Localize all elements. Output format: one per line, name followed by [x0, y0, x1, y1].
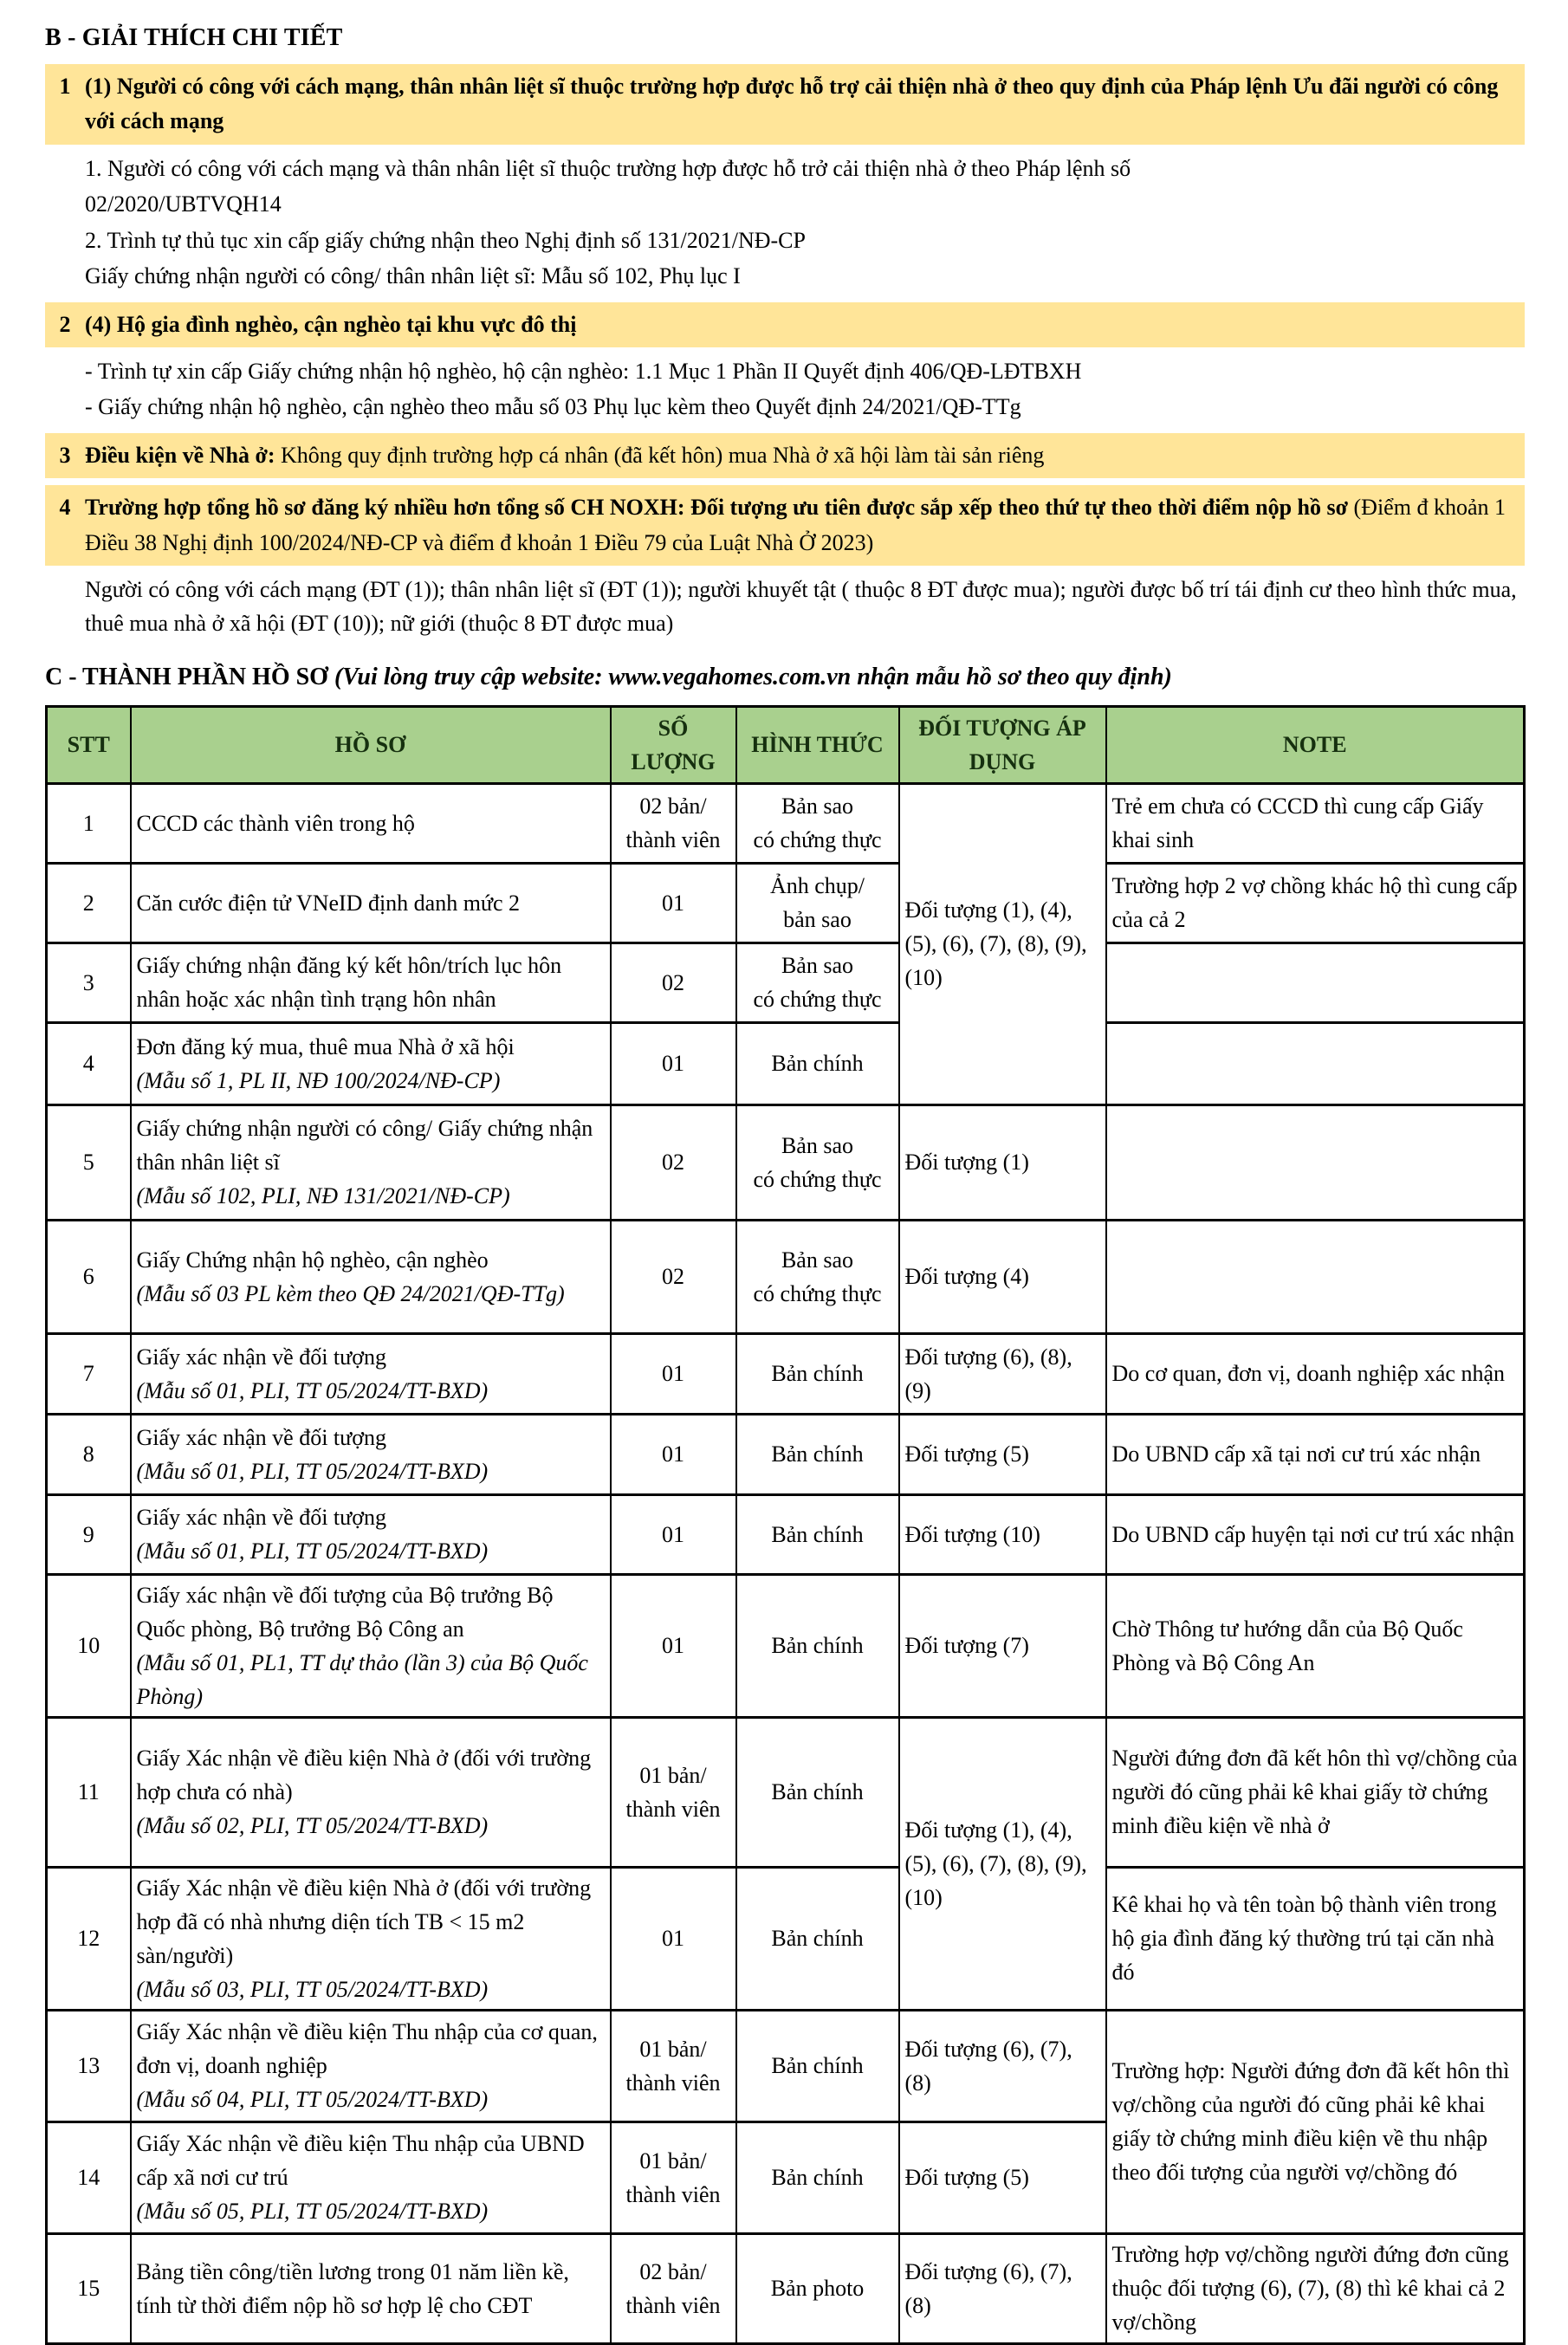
- cell-hinhthuc: Bản chính: [736, 1494, 899, 1574]
- cell-hoso: [131, 1574, 611, 1717]
- explain-detail-line: 2. Trình tự thủ tục xin cấp giấy chứng nhận theo Nghị định số 131/2021/NĐ-CP: [85, 227, 806, 253]
- cell-doituong: Đối tượng (1), (4), (5), (6), (7), (8), (9), (10): [899, 1717, 1106, 2010]
- doc-title: Đơn đăng ký mua, thuê mua Nhà ở xã hội: [136, 1033, 515, 1059]
- cell-stt: 9: [47, 1494, 131, 1574]
- cell-hinhthuc: Ảnh chụp/ bản sao: [736, 863, 899, 943]
- cell-stt: 15: [47, 2233, 131, 2343]
- cell-note: Trường hợp: Người đứng đơn đã kết hôn thì vợ/chồng của người đó cũng phải kê khai giấy tờ chứng minh điều kiện về thu nhập theo đối tượng của người vợ/chồng đó: [1106, 2010, 1525, 2233]
- cell-hoso: [131, 1220, 611, 1333]
- explain-row-text: Trường hợp tổng hồ sơ đăng ký nhiều hơn tổng số CH NOXH: Đối tượng ưu tiên được sắp xếp theo thứ tự theo thời điểm nộp hồ sơ (Điểm đ khoản 1 Điều 38 Nghị định 100/2024/NĐ-CP và điểm đ khoản 1 Điều 79 của Luật Nhà Ở 2023): [85, 495, 1506, 555]
- cell-hoso: [131, 1414, 611, 1494]
- explain-row-text: (4) Hộ gia đình nghèo, cận nghèo tại khu vực đô thị: [85, 311, 577, 337]
- cell-hoso: [131, 1867, 611, 2010]
- cell-stt: 4: [47, 1022, 131, 1104]
- section-c-title-note: (Vui lòng truy cập website: www.vegahomes.com.vn nhận mẫu hồ sơ theo quy định): [334, 663, 1172, 690]
- table-row: [47, 1414, 1525, 1494]
- table-row: [47, 1574, 1525, 1717]
- cell-hinhthuc: Bản sao có chứng thực: [736, 783, 899, 863]
- explain-row-2: [45, 302, 1525, 347]
- cell-hinhthuc: Bản chính: [736, 1574, 899, 1717]
- cell-doituong: Đối tượng (1): [899, 1104, 1106, 1220]
- table-row: [47, 943, 1525, 1022]
- cell-hoso: [131, 2122, 611, 2233]
- doc-title: Giấy xác nhận về đối tượng: [136, 1424, 386, 1450]
- cell-hoso: [131, 1104, 611, 1220]
- explain-row-4: [45, 485, 1525, 566]
- cell-soluong: 01: [611, 1022, 736, 1104]
- cell-soluong: 01: [611, 863, 736, 943]
- cell-note: Trường hợp vợ/chồng người đứng đơn cũng thuộc đối tượng (6), (7), (8) thì kê khai cả 2 vợ/chồng: [1106, 2233, 1525, 2343]
- doc-title: Giấy Xác nhận về điều kiện Nhà ở (đối với trường hợp đã có nhà nhưng diện tích TB < 15 m2 sàn/người): [136, 1875, 592, 1968]
- col-header-2: SỐ LƯỢNG: [611, 706, 736, 783]
- table-row: [47, 1494, 1525, 1574]
- cell-soluong: 02 bản/ thành viên: [611, 2233, 736, 2343]
- cell-soluong: 02 bản/ thành viên: [611, 783, 736, 863]
- cell-soluong: 01: [611, 1414, 736, 1494]
- explain-detail-block: [85, 354, 1525, 424]
- cell-hinhthuc: Bản chính: [736, 1333, 899, 1414]
- cell-note: [1106, 943, 1525, 1022]
- cell-stt: 10: [47, 1574, 131, 1717]
- cell-note: Do UBND cấp xã tại nơi cư trú xác nhận: [1106, 1414, 1525, 1494]
- doc-form-reference: (Mẫu số 01, PL1, TT dự thảo (lần 3) của Bộ Quốc Phòng): [136, 1649, 588, 1709]
- col-header-1: HỒ SƠ: [131, 706, 611, 783]
- doc-title: Giấy Xác nhận về điều kiện Thu nhập của UBND cấp xã nơi cư trú: [136, 2131, 585, 2191]
- cell-doituong: Đối tượng (10): [899, 1494, 1106, 1574]
- explain-detail-line: 02/2020/UBTVQH14: [85, 191, 282, 217]
- cell-doituong: Đối tượng (6), (7), (8): [899, 2010, 1106, 2122]
- cell-soluong: 02: [611, 943, 736, 1022]
- cell-hoso: [131, 1333, 611, 1414]
- cell-doituong: Đối tượng (6), (8), (9): [899, 1333, 1106, 1414]
- cell-stt: 2: [47, 863, 131, 943]
- table-row: [47, 1104, 1525, 1220]
- explain-detail-line: Người có công với cách mạng (ĐT (1)); thân nhân liệt sĩ (ĐT (1)); người khuyết tật ( thuộc 8 ĐT được mua); người được bố trí tái định cư theo hình thức mua, thuê mua nhà ở xã hội (ĐT (10)); nữ giới (thuộc 8 ĐT được mua): [85, 576, 1517, 637]
- table-row: [47, 2010, 1525, 2122]
- cell-soluong: 02: [611, 1104, 736, 1220]
- doc-form-reference: (Mẫu số 102, PLI, NĐ 131/2021/NĐ-CP): [136, 1183, 510, 1209]
- doc-title: Căn cước điện tử VNeID định danh mức 2: [136, 890, 521, 916]
- table-row: [47, 1220, 1525, 1333]
- cell-soluong: 01 bản/ thành viên: [611, 1717, 736, 1867]
- cell-stt: 5: [47, 1104, 131, 1220]
- cell-hoso: [131, 2010, 611, 2122]
- explain-detail-line: Giấy chứng nhận người có công/ thân nhân liệt sĩ: Mẫu số 102, Phụ lục I: [85, 263, 741, 289]
- cell-note: Trẻ em chưa có CCCD thì cung cấp Giấy khai sinh: [1106, 783, 1525, 863]
- table-row: [47, 1867, 1525, 2010]
- section-b-title: B - GIẢI THÍCH CHI TIẾT: [45, 24, 343, 51]
- table-row: [47, 1333, 1525, 1414]
- section-c-title-main: C - THÀNH PHẦN HỒ SƠ: [45, 663, 334, 690]
- cell-note: Chờ Thông tư hướng dẫn của Bộ Quốc Phòng và Bộ Công An: [1106, 1574, 1525, 1717]
- cell-hinhthuc: Bản chính: [736, 2122, 899, 2233]
- doc-title: Giấy xác nhận về đối tượng: [136, 1505, 386, 1531]
- section-b: [45, 64, 1525, 641]
- cell-hoso: [131, 2233, 611, 2343]
- cell-stt: 12: [47, 1867, 131, 2010]
- explain-row-text: Điều kiện về Nhà ở: Không quy định trường hợp cá nhân (đã kết hôn) mua Nhà ở xã hội làm tài sản riêng: [85, 442, 1045, 468]
- cell-stt: 3: [47, 943, 131, 1022]
- cell-stt: 6: [47, 1220, 131, 1333]
- cell-note: Do cơ quan, đơn vị, doanh nghiệp xác nhận: [1106, 1333, 1525, 1414]
- cell-note: Trường hợp 2 vợ chồng khác hộ thì cung cấp của cả 2: [1106, 863, 1525, 943]
- cell-hoso: [131, 863, 611, 943]
- cell-hoso: [131, 1494, 611, 1574]
- doc-title: Giấy xác nhận về đối tượng: [136, 1344, 386, 1370]
- doc-form-reference: (Mẫu số 04, PLI, TT 05/2024/TT-BXD): [136, 2087, 489, 2113]
- cell-stt: 14: [47, 2122, 131, 2233]
- cell-stt: 11: [47, 1717, 131, 1867]
- cell-soluong: 02: [611, 1220, 736, 1333]
- doc-form-reference: (Mẫu số 03, PLI, TT 05/2024/TT-BXD): [136, 1976, 489, 2002]
- col-header-5: NOTE: [1106, 706, 1525, 783]
- cell-hinhthuc: Bản chính: [736, 2010, 899, 2122]
- cell-hinhthuc: Bản photo: [736, 2233, 899, 2343]
- cell-hoso: [131, 943, 611, 1022]
- explain-row-number: 1: [59, 74, 71, 99]
- cell-hinhthuc: Bản chính: [736, 1867, 899, 2010]
- col-header-0: STT: [47, 706, 131, 783]
- cell-hoso: [131, 1022, 611, 1104]
- doc-title: Giấy Chứng nhận hộ nghèo, cận nghèo: [136, 1247, 489, 1273]
- doc-title: CCCD các thành viên trong hộ: [136, 810, 415, 836]
- cell-note: Do UBND cấp huyện tại nơi cư trú xác nhận: [1106, 1494, 1525, 1574]
- table-row: [47, 1022, 1525, 1104]
- cell-doituong: Đối tượng (7): [899, 1574, 1106, 1717]
- doc-title: Giấy xác nhận về đối tượng của Bộ trưởng Bộ Quốc phòng, Bộ trưởng Bộ Công an: [136, 1582, 554, 1642]
- cell-stt: 1: [47, 783, 131, 863]
- explain-row-text: (1) Người có công với cách mạng, thân nhân liệt sĩ thuộc trường hợp được hỗ trợ cải thiện nhà ở theo quy định của Pháp lệnh Ưu đãi người có công với cách mạng: [85, 74, 1499, 134]
- cell-hinhthuc: Bản chính: [736, 1414, 899, 1494]
- explain-row-1: [45, 64, 1525, 145]
- cell-doituong: Đối tượng (6), (7), (8): [899, 2233, 1106, 2343]
- col-header-4: ĐỐI TƯỢNG ÁP DỤNG: [899, 706, 1106, 783]
- table-row: [47, 863, 1525, 943]
- explain-detail-line: - Giấy chứng nhận hộ nghèo, cận nghèo theo mẫu số 03 Phụ lục kèm theo Quyết định 24/2021/QĐ-TTg: [85, 394, 1021, 420]
- cell-hinhthuc: Bản sao có chứng thực: [736, 943, 899, 1022]
- table-header-row: [47, 706, 1525, 783]
- cell-doituong: Đối tượng (5): [899, 2122, 1106, 2233]
- cell-hinhthuc: Bản chính: [736, 1022, 899, 1104]
- cell-note: Kê khai họ và tên toàn bộ thành viên trong hộ gia đình đăng ký thường trú tại căn nhà đó: [1106, 1867, 1525, 2010]
- cell-note: Người đứng đơn đã kết hôn thì vợ/chồng của người đó cũng phải kê khai giấy tờ chứng minh điều kiện về nhà ở: [1106, 1717, 1525, 1867]
- doc-title: Giấy Xác nhận về điều kiện Nhà ở (đối với trường hợp chưa có nhà): [136, 1746, 592, 1805]
- cell-stt: 8: [47, 1414, 131, 1494]
- cell-hinhthuc: Bản sao có chứng thực: [736, 1104, 899, 1220]
- doc-form-reference: (Mẫu số 05, PLI, TT 05/2024/TT-BXD): [136, 2199, 489, 2225]
- cell-note: [1106, 1104, 1525, 1220]
- explain-detail-line: - Trình tự xin cấp Giấy chứng nhận hộ nghèo, hộ cận nghèo: 1.1 Mục 1 Phần II Quyết định 406/QĐ-LĐTBXH: [85, 358, 1082, 384]
- cell-doituong: Đối tượng (4): [899, 1220, 1106, 1333]
- doc-title: Giấy chứng nhận người có công/ Giấy chứng nhận thân nhân liệt sĩ: [136, 1116, 593, 1176]
- table-row: [47, 2233, 1525, 2343]
- explain-detail-block: [85, 573, 1525, 641]
- doc-title: Giấy chứng nhận đăng ký kết hôn/trích lục hôn nhân hoặc xác nhận tình trạng hôn nhân: [136, 953, 562, 1013]
- cell-note: [1106, 1022, 1525, 1104]
- explain-row-number: 2: [59, 311, 71, 337]
- cell-doituong: Đối tượng (1), (4), (5), (6), (7), (8), (9), (10): [899, 783, 1106, 1104]
- cell-soluong: 01: [611, 1867, 736, 2010]
- explain-row-3: [45, 433, 1525, 478]
- cell-doituong: Đối tượng (5): [899, 1414, 1106, 1494]
- cell-soluong: 01: [611, 1494, 736, 1574]
- doc-title: Giấy Xác nhận về điều kiện Thu nhập của cơ quan, đơn vị, doanh nghiệp: [136, 2019, 598, 2079]
- cell-hinhthuc: Bản chính: [736, 1717, 899, 1867]
- cell-hoso: [131, 1717, 611, 1867]
- table-row: [47, 1717, 1525, 1867]
- cell-note: [1106, 1220, 1525, 1333]
- doc-form-reference: (Mẫu số 01, PLI, TT 05/2024/TT-BXD): [136, 1458, 489, 1484]
- doc-form-reference: (Mẫu số 01, PLI, TT 05/2024/TT-BXD): [136, 1377, 489, 1403]
- cell-hoso: [131, 783, 611, 863]
- doc-form-reference: (Mẫu số 01, PLI, TT 05/2024/TT-BXD): [136, 1539, 489, 1564]
- section-c-title: [45, 664, 1525, 691]
- explain-row-number: 3: [59, 442, 71, 468]
- cell-stt: 13: [47, 2010, 131, 2122]
- explain-row-number: 4: [59, 495, 71, 521]
- table-row: [47, 783, 1525, 863]
- explain-detail-block: [85, 152, 1525, 294]
- doc-title: Bảng tiền công/tiền lương trong 01 năm liền kề, tính từ thời điểm nộp hồ sơ hợp lệ cho CĐT: [136, 2258, 569, 2318]
- cell-hinhthuc: Bản sao có chứng thực: [736, 1220, 899, 1333]
- col-header-3: HÌNH THỨC: [736, 706, 899, 783]
- doc-form-reference: (Mẫu số 1, PL II, NĐ 100/2024/NĐ-CP): [136, 1067, 501, 1093]
- cell-soluong: 01 bản/ thành viên: [611, 2010, 736, 2122]
- cell-stt: 7: [47, 1333, 131, 1414]
- cell-soluong: 01: [611, 1333, 736, 1414]
- documents-table: [45, 705, 1526, 2345]
- cell-soluong: 01 bản/ thành viên: [611, 2122, 736, 2233]
- doc-form-reference: (Mẫu số 03 PL kèm theo QĐ 24/2021/QĐ-TTg): [136, 1280, 565, 1306]
- explain-detail-line: 1. Người có công với cách mạng và thân nhân liệt sĩ thuộc trường hợp được hỗ trở cải thiện nhà ở theo Pháp lệnh số: [85, 155, 1131, 181]
- cell-soluong: 01: [611, 1574, 736, 1717]
- doc-form-reference: (Mẫu số 02, PLI, TT 05/2024/TT-BXD): [136, 1813, 489, 1839]
